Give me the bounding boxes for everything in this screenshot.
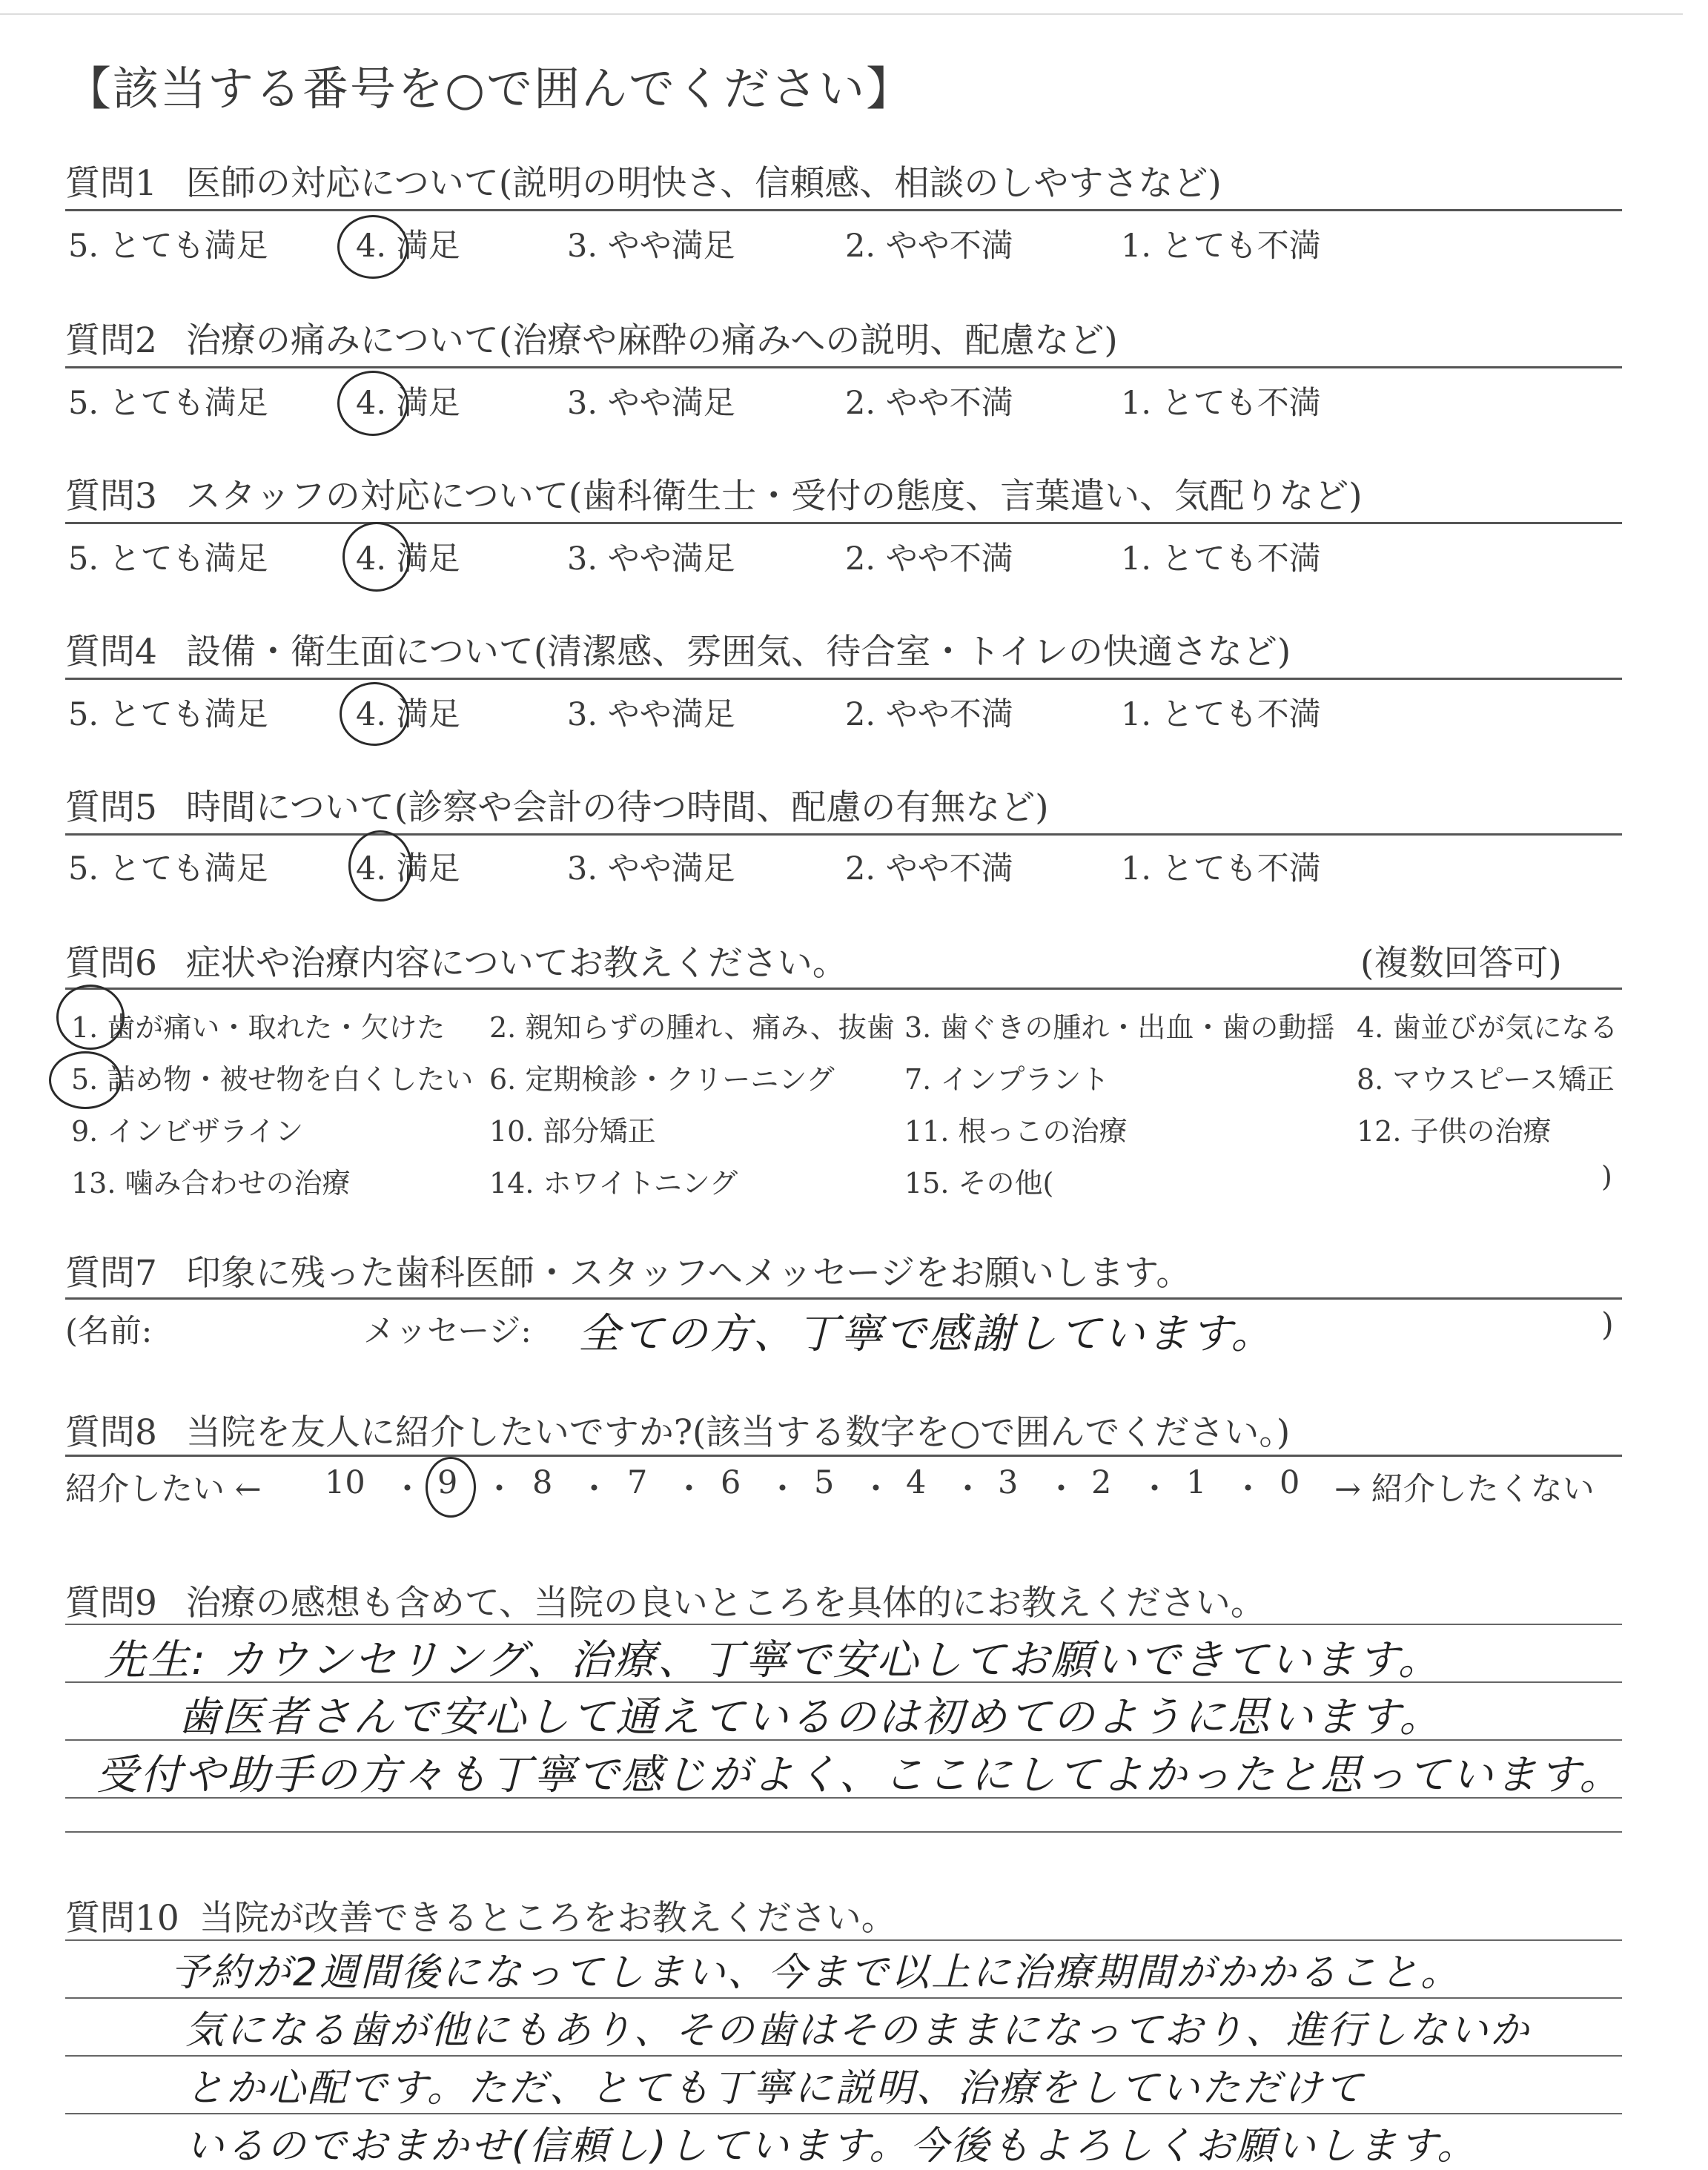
rating-option-1[interactable]: 1. とても不満 [1121,696,1321,733]
question-text: 設備・衛生面について(清潔感、雰囲気、待合室・トイレの快適さなど) [185,632,1291,672]
divider [65,678,1622,680]
symptom-option[interactable]: 1. 歯が痛い・取れた・欠けた [71,1011,446,1044]
page-title: 【該当する番号を○で囲んでください】 [65,62,914,116]
scale-number[interactable]: 2 [1091,1464,1112,1501]
rating-option-2[interactable]: 2. やや不満 [845,385,1013,422]
rating-option-5[interactable]: 5. とても満足 [68,228,268,265]
rating-option-3[interactable]: 3. やや満足 [567,696,735,733]
answer-handwriting: 気になる歯が他にもあり、その歯はそのままになっており、進行しないか [185,2008,1532,2053]
scale-dot: ・ [767,1471,798,1508]
selection-circle [348,830,412,902]
question-label: 質問2 [65,320,157,361]
scale-dot: ・ [1232,1471,1264,1508]
answer-handwriting: 受付や助手の方々も丁寧で感じがよく、ここにしてよかったと思っています。 [96,1751,1623,1799]
rating-option-4[interactable]: 4. 満足 [356,850,460,887]
symptom-option[interactable]: 12. 子供の治療 [1357,1115,1552,1148]
answer-line [65,1624,1622,1625]
divider [65,988,1622,990]
question-text: 印象に残った歯科医師・スタッフへメッセージをお願いします。 [185,1253,1191,1294]
question-label: 質問1 [65,163,157,204]
question-9 [65,1575,1265,1625]
question-4 [65,624,1291,674]
rating-option-1[interactable]: 1. とても不満 [1121,850,1321,887]
question-1 [65,156,1222,205]
question-text: 当院を友人に紹介したいですか?(該当する数字を○で囲んでください。) [185,1412,1291,1453]
rating-option-4[interactable]: 4. 満足 [356,540,460,578]
question-10 [65,1891,896,1940]
scale-number[interactable]: 1 [1186,1464,1207,1501]
message-close-paren: ) [1601,1306,1614,1343]
scale-number[interactable]: 3 [998,1464,1019,1501]
answer-handwriting: いるのでおまかせ(信頼し)しています。今後もよろしくお願いします。 [185,2124,1478,2169]
question-label: 質問9 [65,1583,157,1624]
scale-dot: ・ [860,1471,892,1508]
scan-edge [0,13,1683,15]
scale-number[interactable]: 0 [1280,1464,1300,1501]
selection-circle [340,682,409,746]
divider [65,833,1622,836]
recommend-left-label: 紹介したい ← [65,1471,262,1508]
symptom-option[interactable]: 6. 定期検診・クリーニング [489,1063,835,1096]
symptom-option[interactable]: 13. 噛み合わせの治療 [71,1167,351,1200]
scale-dot: ・ [1045,1471,1077,1508]
question-text: 治療の感想も含めて、当院の良いところを具体的にお教えください。 [185,1583,1265,1624]
rating-option-1[interactable]: 1. とても不満 [1121,540,1321,578]
answer-handwriting: 歯医者さんで安心して通えているのは初めてのように思います。 [178,1693,1443,1741]
rating-option-5[interactable]: 5. とても満足 [68,696,268,733]
rating-option-2[interactable]: 2. やや不満 [845,540,1013,578]
divider [65,366,1622,368]
symptom-option[interactable]: 4. 歯並びが気になる [1357,1011,1618,1044]
symptom-option[interactable]: 7. インプラント [904,1063,1110,1096]
scale-number[interactable]: 5 [814,1464,835,1501]
question-label: 質問4 [65,632,157,672]
question-6 [65,936,847,985]
question-2 [65,313,1118,363]
rating-option-4[interactable]: 4. 満足 [356,696,460,733]
rating-option-3[interactable]: 3. やや満足 [567,540,735,578]
scale-number[interactable]: 10 [325,1464,365,1501]
answer-line [65,1831,1622,1833]
question-3 [65,469,1363,518]
answer-handwriting: 先生: カウンセリング、治療、丁寧で安心してお願いできています。 [104,1636,1442,1684]
symptom-option[interactable]: 15. その他( [904,1167,1054,1200]
symptom-option[interactable]: 3. 歯ぐきの腫れ・出血・歯の動揺 [904,1011,1335,1044]
question-text: 症状や治療内容についてお教えください。 [185,943,847,984]
symptom-option[interactable]: 14. ホワイトニング [489,1167,738,1200]
scale-number[interactable]: 9 [437,1464,458,1501]
rating-option-3[interactable]: 3. やや満足 [567,850,735,887]
answer-handwriting: 予約が2週間後になってしまい、今まで以上に治療期間がかかること。 [171,1951,1462,1995]
rating-option-3[interactable]: 3. やや満足 [567,228,735,265]
rating-option-4[interactable]: 4. 満足 [356,385,460,422]
question-text: 治療の痛みについて(治療や麻酔の痛みへの説明、配慮など) [185,320,1118,361]
question-8 [65,1405,1290,1455]
question-5 [65,780,1049,830]
scale-number[interactable]: 6 [721,1464,741,1501]
question-label: 質問5 [65,787,157,828]
answer-handwriting: とか心配です。ただ、とても丁寧に説明、治療をしていただけて [185,2066,1365,2111]
question-label: 質問6 [65,943,157,984]
rating-option-3[interactable]: 3. やや満足 [567,385,735,422]
divider [65,209,1622,211]
rating-option-4[interactable]: 4. 満足 [356,228,460,265]
question-text: 時間について(診察や会計の待つ時間、配慮の有無など) [185,787,1049,828]
scale-number[interactable]: 7 [627,1464,648,1501]
symptom-option[interactable]: 9. インビザライン [71,1115,304,1148]
question-7 [65,1246,1191,1295]
selection-circle [342,522,411,592]
rating-option-5[interactable]: 5. とても満足 [68,385,268,422]
divider [65,522,1622,524]
selection-circle [49,1051,122,1109]
scale-dot: ・ [578,1471,610,1508]
question-text: 当院が改善できるところをお教えください。 [199,1898,896,1939]
scale-dot: ・ [673,1471,705,1508]
question-label: 質問10 [65,1898,179,1939]
scale-dot: ・ [391,1471,423,1508]
selection-circle [56,985,125,1050]
question-text: スタッフの対応について(歯科衛生士・受付の態度、言葉遣い、気配りなど) [185,476,1363,517]
symptom-option[interactable]: 2. 親知らずの腫れ、痛み、抜歯 [489,1011,895,1044]
rating-option-1[interactable]: 1. とても不満 [1121,228,1321,265]
rating-option-5[interactable]: 5. とても満足 [68,850,268,887]
rating-option-2[interactable]: 2. やや不満 [845,228,1013,265]
rating-option-5[interactable]: 5. とても満足 [68,540,268,578]
question-label: 質問7 [65,1253,157,1294]
divider [65,1297,1622,1300]
selection-circle [337,215,408,279]
divider [65,1455,1622,1457]
symptom-option[interactable]: 11. 根っこの治療 [904,1115,1128,1148]
rating-option-2[interactable]: 2. やや不満 [845,696,1013,733]
name-label: (名前: [65,1313,153,1350]
scale-number[interactable]: 4 [906,1464,927,1501]
selection-circle [337,371,408,436]
message-handwriting: 全ての方、丁寧で感謝しています。 [578,1310,1275,1358]
scale-dot: ・ [1139,1471,1171,1508]
question-text: 医師の対応について(説明の明快さ、信頼感、相談のしやすさなど) [185,163,1222,204]
symptom-option[interactable]: 10. 部分矯正 [489,1115,656,1148]
rating-option-2[interactable]: 2. やや不満 [845,850,1013,887]
symptom-option[interactable]: 8. マウスピース矯正 [1357,1063,1615,1096]
message-label: メッセージ: [363,1313,532,1350]
question-label: 質問3 [65,476,157,517]
scale-dot: ・ [483,1471,515,1508]
scale-dot: ・ [952,1471,984,1508]
rating-option-1[interactable]: 1. とても不満 [1121,385,1321,422]
scale-number[interactable]: 8 [532,1464,553,1501]
question-label: 質問8 [65,1412,157,1453]
multiple-answer-note: (複数回答可) [1360,943,1562,984]
other-close-paren: ) [1601,1160,1612,1193]
symptom-option[interactable]: 5. 詰め物・被せ物を白くしたい [71,1063,474,1096]
recommend-right-label: → 紹介したくない [1334,1471,1595,1508]
selection-circle [426,1457,476,1518]
